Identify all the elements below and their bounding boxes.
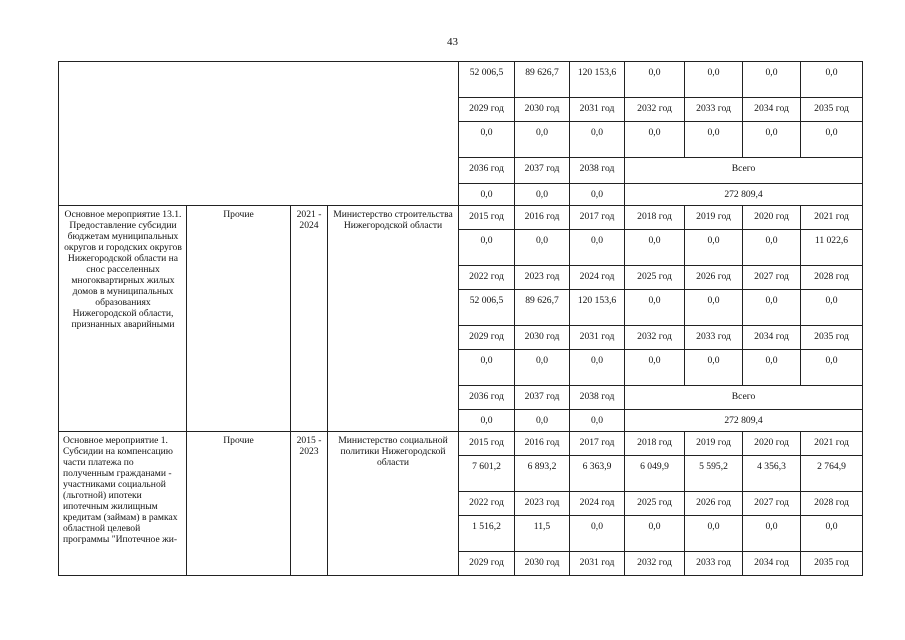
- value-cell: 2033 год: [685, 326, 743, 350]
- value-cell: 2019 год: [685, 206, 743, 230]
- value-cell: 11,5: [515, 516, 570, 552]
- program-funding-table: [58, 61, 863, 576]
- value-cell: 0,0: [625, 290, 685, 326]
- value-cell: 2034 год: [743, 98, 801, 122]
- value-cell: 2028 год: [801, 266, 863, 290]
- value-cell: 120 153,6: [570, 62, 625, 98]
- value-cell: 0,0: [625, 122, 685, 158]
- value-cell: 5 595,2: [685, 456, 743, 492]
- value-cell: 2026 год: [685, 266, 743, 290]
- value-cell: 0,0: [459, 184, 515, 206]
- total-cell: 272 809,4: [625, 410, 863, 432]
- value-cell: 0,0: [625, 350, 685, 386]
- value-cell: 2021 год: [801, 432, 863, 456]
- value-cell: 2022 год: [459, 266, 515, 290]
- value-cell: 0,0: [515, 410, 570, 432]
- value-cell: 2015 год: [459, 432, 515, 456]
- value-cell: 2024 год: [570, 492, 625, 516]
- value-cell: 0,0: [685, 230, 743, 266]
- value-cell: 2030 год: [515, 98, 570, 122]
- value-cell: 2035 год: [801, 326, 863, 350]
- value-cell: 2034 год: [743, 552, 801, 576]
- value-cell: 0,0: [570, 516, 625, 552]
- value-cell: 2029 год: [459, 326, 515, 350]
- value-cell: 2034 год: [743, 326, 801, 350]
- total-cell: Всего: [625, 386, 863, 410]
- value-cell: 2017 год: [570, 206, 625, 230]
- value-cell: 2032 год: [625, 326, 685, 350]
- value-cell: 2031 год: [570, 552, 625, 576]
- value-cell: 2031 год: [570, 98, 625, 122]
- value-cell: 2022 год: [459, 492, 515, 516]
- value-cell: 0,0: [685, 122, 743, 158]
- value-cell: 2017 год: [570, 432, 625, 456]
- value-cell: 2015 год: [459, 206, 515, 230]
- value-cell: 0,0: [685, 516, 743, 552]
- value-cell: 2023 год: [515, 492, 570, 516]
- value-cell: 2036 год: [459, 158, 515, 184]
- value-cell: 2026 год: [685, 492, 743, 516]
- value-cell: 0,0: [515, 350, 570, 386]
- value-cell: 52 006,5: [459, 290, 515, 326]
- value-cell: 0,0: [459, 230, 515, 266]
- value-cell: 0,0: [570, 230, 625, 266]
- value-cell: 2028 год: [801, 492, 863, 516]
- value-cell: 2024 год: [570, 266, 625, 290]
- value-cell: 2031 год: [570, 326, 625, 350]
- value-cell: 2016 год: [515, 432, 570, 456]
- funding-source: Прочие: [187, 206, 291, 432]
- value-cell: 4 356,3: [743, 456, 801, 492]
- measure-description: Основное мероприятие 13.1. Предоставление субсидии бюджетам муниципальных округов и городских округов Нижегородской области на снос расселенных многоквартирных жилых домов в муниципальных образованиях Нижегородской области, признанных аварийными: [59, 206, 187, 432]
- value-cell: 2037 год: [515, 386, 570, 410]
- value-cell: 2020 год: [743, 432, 801, 456]
- value-cell: 2035 год: [801, 552, 863, 576]
- value-cell: 0,0: [801, 516, 863, 552]
- value-cell: 2 764,9: [801, 456, 863, 492]
- value-cell: 2030 год: [515, 552, 570, 576]
- value-cell: 2027 год: [743, 266, 801, 290]
- total-cell: 272 809,4: [625, 184, 863, 206]
- value-cell: 52 006,5: [459, 62, 515, 98]
- value-cell: 0,0: [625, 62, 685, 98]
- value-cell: 89 626,7: [515, 290, 570, 326]
- measure-description: Основное мероприятие 1. Субсидии на компенсацию части платежа по полученным гражданами - участниками социальной (льготной) ипотеки ипотечным жилищным кредитам (займам) в рамках областной целевой программы "Ипотечное жи-: [59, 432, 187, 576]
- value-cell: 0,0: [743, 516, 801, 552]
- value-cell: 2033 год: [685, 552, 743, 576]
- value-cell: 0,0: [743, 230, 801, 266]
- value-cell: 0,0: [515, 184, 570, 206]
- value-cell: 2019 год: [685, 432, 743, 456]
- table-row: [59, 206, 863, 230]
- value-cell: 0,0: [801, 62, 863, 98]
- empty-left-cell: [59, 62, 459, 206]
- value-cell: 0,0: [801, 122, 863, 158]
- value-cell: 7 601,2: [459, 456, 515, 492]
- value-cell: 0,0: [570, 410, 625, 432]
- value-cell: 0,0: [743, 62, 801, 98]
- value-cell: 0,0: [459, 122, 515, 158]
- implementation-years: 2021 - 2024: [291, 206, 328, 432]
- value-cell: 2033 год: [685, 98, 743, 122]
- value-cell: 0,0: [625, 230, 685, 266]
- implementation-years: 2015 - 2023: [291, 432, 328, 576]
- value-cell: 0,0: [743, 122, 801, 158]
- value-cell: 2038 год: [570, 158, 625, 184]
- value-cell: 0,0: [625, 516, 685, 552]
- value-cell: 2023 год: [515, 266, 570, 290]
- value-cell: 2018 год: [625, 432, 685, 456]
- value-cell: 6 363,9: [570, 456, 625, 492]
- table-row: [59, 62, 863, 98]
- value-cell: 0,0: [570, 350, 625, 386]
- value-cell: 2032 год: [625, 98, 685, 122]
- page-number: 43: [447, 36, 458, 48]
- value-cell: 2030 год: [515, 326, 570, 350]
- value-cell: 120 153,6: [570, 290, 625, 326]
- value-cell: 0,0: [515, 230, 570, 266]
- value-cell: 2018 год: [625, 206, 685, 230]
- value-cell: 0,0: [743, 290, 801, 326]
- value-cell: 11 022,6: [801, 230, 863, 266]
- value-cell: 0,0: [801, 290, 863, 326]
- value-cell: 2029 год: [459, 552, 515, 576]
- value-cell: 0,0: [743, 350, 801, 386]
- value-cell: 6 893,2: [515, 456, 570, 492]
- value-cell: 2035 год: [801, 98, 863, 122]
- value-cell: 2027 год: [743, 492, 801, 516]
- total-cell: Всего: [625, 158, 863, 184]
- value-cell: 0,0: [685, 350, 743, 386]
- value-cell: 0,0: [515, 122, 570, 158]
- value-cell: 2036 год: [459, 386, 515, 410]
- executor: Министерство строительства Нижегородской области: [328, 206, 459, 432]
- value-cell: 6 049,9: [625, 456, 685, 492]
- value-cell: 0,0: [570, 184, 625, 206]
- value-cell: 2016 год: [515, 206, 570, 230]
- value-cell: 2038 год: [570, 386, 625, 410]
- value-cell: 2025 год: [625, 266, 685, 290]
- value-cell: 2037 год: [515, 158, 570, 184]
- value-cell: 2020 год: [743, 206, 801, 230]
- executor: Министерство социальной политики Нижегородской области: [328, 432, 459, 576]
- value-cell: 89 626,7: [515, 62, 570, 98]
- table-body: [59, 62, 863, 576]
- table-row: [59, 432, 863, 456]
- value-cell: 0,0: [570, 122, 625, 158]
- value-cell: 0,0: [685, 62, 743, 98]
- value-cell: 0,0: [801, 350, 863, 386]
- value-cell: 0,0: [459, 410, 515, 432]
- funding-source: Прочие: [187, 432, 291, 576]
- value-cell: 2025 год: [625, 492, 685, 516]
- value-cell: 1 516,2: [459, 516, 515, 552]
- value-cell: 0,0: [459, 350, 515, 386]
- value-cell: 2032 год: [625, 552, 685, 576]
- value-cell: 0,0: [685, 290, 743, 326]
- value-cell: 2029 год: [459, 98, 515, 122]
- value-cell: 2021 год: [801, 206, 863, 230]
